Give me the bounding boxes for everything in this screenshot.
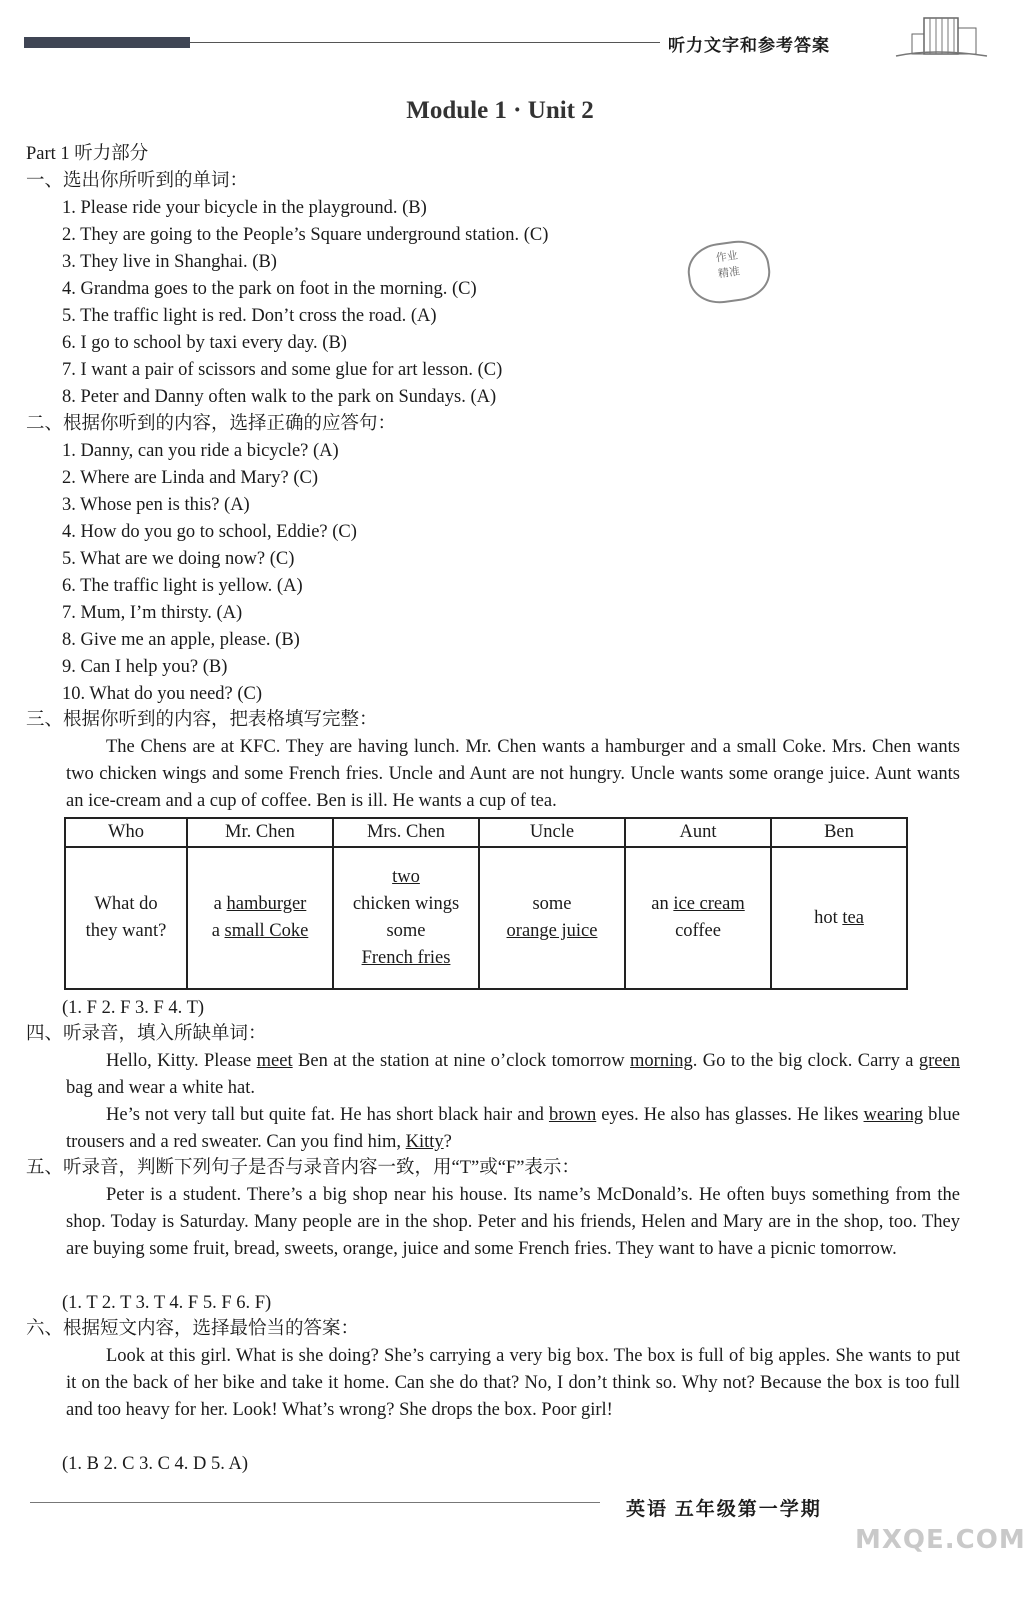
section-5-passage: Peter is a student. There’s a big shop near his house. Its name’s McDonald’s. He often buys something from the shop. Today is Saturday. Many people are in the shop. Peter and his friends, Helen and Mary are in the shop, too. They are buying some fruit, bread, sweets, orange, juice and some French fries. They want to have a picnic tomorrow.	[66, 1185, 960, 1259]
table-cell-uncle: some orange juice	[479, 847, 625, 989]
header-bar	[24, 37, 190, 48]
list-item: 10. What do you need? (C)	[62, 684, 263, 704]
table-header: Mr. Chen	[187, 818, 333, 847]
list-item: 2. They are going to the People’s Square underground station. (C)	[62, 225, 549, 245]
table-header: Who	[65, 818, 187, 847]
section-2-heading: 二、根据你听到的内容，选择正确的应答句：	[26, 414, 397, 434]
watermark: MXQE.COM	[855, 1525, 1026, 1555]
list-item: 4. Grandma goes to the park on foot in the morning. (C)	[62, 279, 477, 299]
list-item: 1. Danny, can you ride a bicycle? (A)	[62, 441, 339, 461]
table-cell-ben: hot tea	[771, 847, 907, 989]
answer-table	[64, 817, 908, 990]
header-rule	[190, 42, 660, 43]
list-item: 6. I go to school by taxi every day. (B)	[62, 333, 347, 353]
section-4-passage-1: Hello, Kitty. Please meet Ben at the station at nine o’clock tomorrow morning. Go to the big clock. Carry a green bag and wear a white hat.	[66, 1051, 960, 1098]
list-item: 8. Give me an apple, please. (B)	[62, 630, 300, 650]
list-item: 2. Where are Linda and Mary? (C)	[62, 468, 318, 488]
list-item: 7. I want a pair of scissors and some glue for art lesson. (C)	[62, 360, 503, 380]
table-cell-aunt: an ice cream coffee	[625, 847, 771, 989]
section-3-answers: (1. F 2. F 3. F 4. T)	[62, 998, 205, 1018]
section-6-answers: (1. B 2. C 3. C 4. D 5. A)	[62, 1454, 249, 1474]
stamp-seal: 作业 精准	[684, 237, 774, 308]
table-cell-mrs-chen: two chicken wings some French fries	[333, 847, 479, 989]
table-header: Aunt	[625, 818, 771, 847]
list-item: 5. The traffic light is red. Don’t cross the road. (A)	[62, 306, 437, 326]
page-title: Module 1 · Unit 2	[406, 97, 594, 124]
list-item: 8. Peter and Danny often walk to the park on Sundays. (A)	[62, 387, 497, 407]
table-row-label: What do they want?	[65, 847, 187, 989]
list-item: 5. What are we doing now? (C)	[62, 549, 295, 569]
footer-rule	[30, 1502, 600, 1503]
table-cell-mr-chen: a hamburger a small Coke	[187, 847, 333, 989]
section-3-heading: 三、根据你听到的内容，把表格填写完整：	[26, 710, 378, 730]
section-5-answers: (1. T 2. T 3. T 4. F 5. F 6. F)	[62, 1293, 272, 1313]
section-4-passage-2: He’s not very tall but quite fat. He has short black hair and brown eyes. He also has glasses. He likes wearing blue trousers and a red sweater. Can you find him, Kitty?	[66, 1105, 961, 1152]
building-illustration	[894, 10, 989, 60]
table-header: Mrs. Chen	[333, 818, 479, 847]
section-3-passage: The Chens are at KFC. They are having lunch. Mr. Chen wants a hamburger and a small Coke. Mrs. Chen wants two chicken wings and some French fries. Uncle and Aunt are not hungry. Uncle wants some orange juice. Aunt wants an ice-cream and a cup of coffee. Ben is ill. He wants a cup of tea.	[66, 737, 960, 811]
section-6-heading: 六、根据短文内容，选择最恰当的答案：	[26, 1319, 360, 1339]
header-title: 听力文字和参考答案	[668, 36, 830, 55]
list-item: 3. They live in Shanghai. (B)	[62, 252, 277, 272]
section-4-heading: 四、听录音，填入所缺单词：	[26, 1024, 267, 1044]
section-5-heading: 五、听录音，判断下列句子是否与录音内容一致，用“T”或“F”表示：	[26, 1158, 580, 1178]
list-item: 6. The traffic light is yellow. (A)	[62, 576, 303, 596]
section-6-passage: Look at this girl. What is she doing? She’s carrying a very big box. The box is full of big apples. She wants to put it on the back of her bike and take it home. Can she do that? No, I don’t think so. Why not? Because the box is too full and too heavy for her. Look! What’s wrong? She drops the box. Poor girl!	[66, 1346, 960, 1420]
list-item: 7. Mum, I’m thirsty. (A)	[62, 603, 243, 623]
list-item: 1. Please ride your bicycle in the playground. (B)	[62, 198, 427, 218]
footer-title: 英语 五年级第一学期	[626, 1499, 822, 1520]
list-item: 4. How do you go to school, Eddie? (C)	[62, 522, 357, 542]
list-item: 3. Whose pen is this? (A)	[62, 495, 250, 515]
section-1-heading: 一、选出你所听到的单词：	[26, 171, 249, 191]
table-header: Ben	[771, 818, 907, 847]
part-heading: Part 1 听力部分	[26, 144, 149, 164]
table-header: Uncle	[479, 818, 625, 847]
list-item: 9. Can I help you? (B)	[62, 657, 228, 677]
